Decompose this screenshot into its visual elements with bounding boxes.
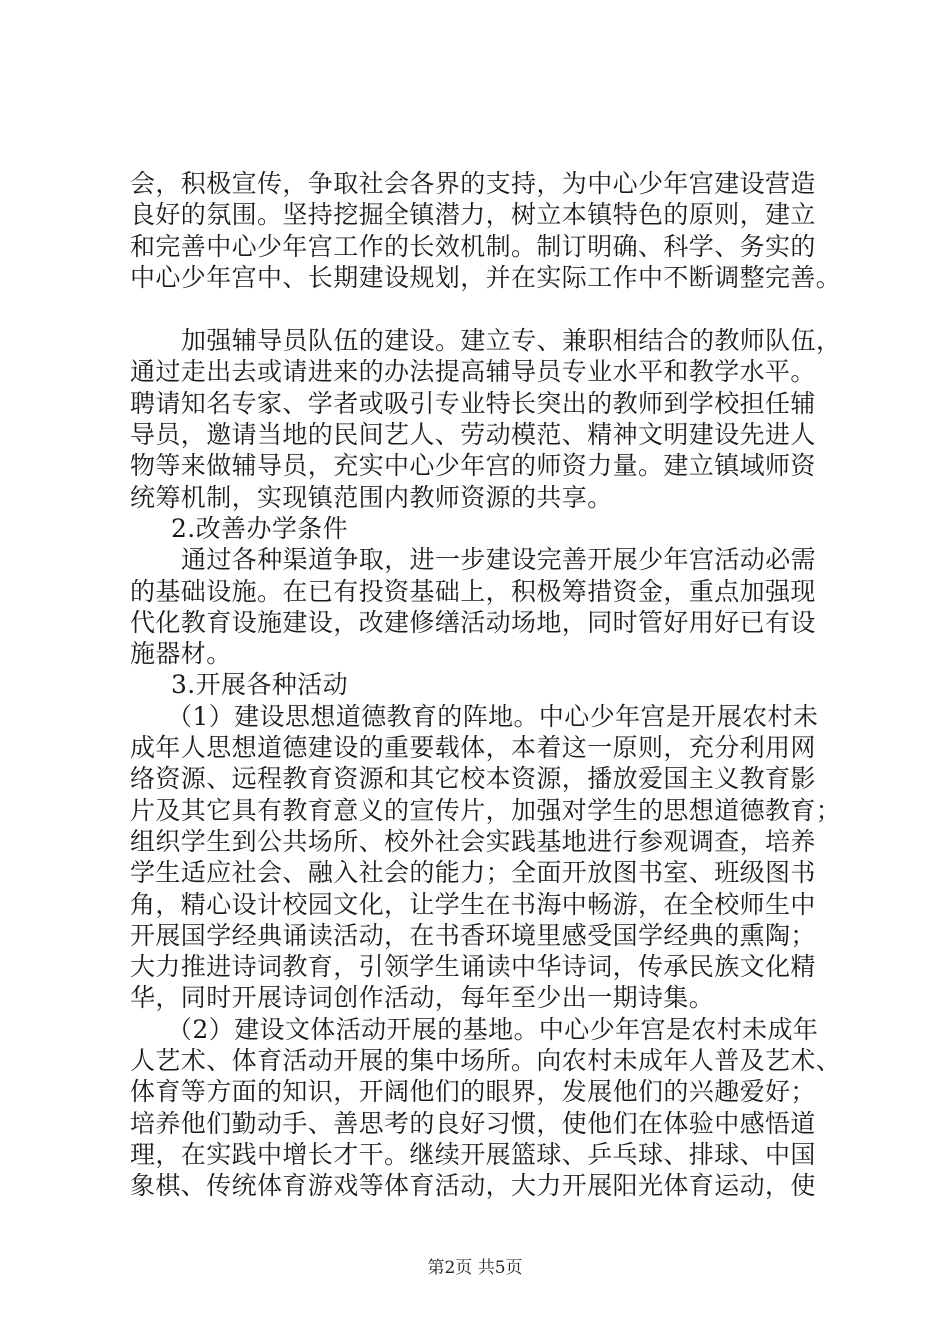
- page-number-footer: 第2页 共5页: [427, 1258, 523, 1278]
- document-body: [130, 168, 842, 1202]
- text-line: 成年人思想道德建设的重要载体，本着这一原则，充分利用网: [130, 733, 816, 763]
- text-line: 体育等方面的知识，开阔他们的眼界，发展他们的兴趣爱好；: [130, 1077, 816, 1107]
- text-line: 统筹机制，实现镇范围内教师资源的共享。: [130, 482, 613, 512]
- text-line: 通过各种渠道争取，进一步建设完善开展少年宫活动必需: [181, 545, 817, 575]
- paragraph-facilities: [130, 544, 830, 669]
- text-line: 学生适应社会、融入社会的能力；全面开放图书室、班级图书: [130, 858, 816, 888]
- text-line: 的基础设施。在已有投资基础上，积极筹措资金，重点加强现: [130, 576, 816, 606]
- text-line: （1）建设思想道德教育的阵地。中心少年宫是开展农村未: [167, 701, 819, 731]
- text-line: （2）建设文体活动开展的基地。中心少年宫是农村未成年: [167, 1014, 819, 1044]
- text-line: 华，同时开展诗词创作活动，每年至少出一期诗集。: [130, 983, 715, 1013]
- text-line: 会，积极宣传，争取社会各界的支持，为中心少年宫建设营造: [130, 169, 816, 198]
- text-line: 施器材。: [130, 639, 232, 669]
- text-line: 开展国学经典诵读活动，在书香环境里感受国学经典的熏陶；: [130, 920, 816, 950]
- section-heading-activities: 3.开展各种活动: [171, 670, 349, 700]
- text-line: 代化教育设施建设，改建修缮活动场地，同时管好用好已有设: [130, 607, 816, 637]
- text-line: 培养他们勤动手、善思考的良好习惯，使他们在体验中感悟道: [130, 1108, 816, 1138]
- paragraph-continuation: [130, 168, 842, 293]
- paragraph-counselor-team: [130, 325, 842, 513]
- text-line: 组织学生到公共场所、校外社会实践基地进行参观调查，培养: [130, 826, 816, 856]
- text-line: 和完善中心少年宫工作的长效机制。制订明确、科学、务实的: [130, 231, 816, 261]
- text-line: 导员，邀请当地的民间艺人、劳动模范、精神文明建设先进人: [130, 420, 816, 450]
- text-line: 大力推进诗词教育，引领学生诵读中华诗词，传承民族文化精: [130, 952, 816, 982]
- text-line: 象棋、传统体育游戏等体育活动，大力开展阳光体育运动，使: [130, 1171, 816, 1201]
- text-line: 良好的氛围。坚持挖掘全镇潜力，树立本镇特色的原则，建立: [130, 200, 816, 230]
- section-heading-improve-conditions: 2.改善办学条件: [171, 513, 349, 543]
- text-line: 片及其它具有教育意义的宣传片，加强对学生的思想道德教育；: [130, 795, 842, 825]
- paragraph-moral-education: [130, 701, 842, 1014]
- paragraph-gap: [130, 293, 830, 325]
- text-line: 通过走出去或请进来的办法提高辅导员专业水平和教学水平。: [130, 357, 816, 387]
- text-line: 角，精心设计校园文化，让学生在书海中畅游，在全校师生中: [130, 889, 816, 919]
- text-line: 络资源、远程教育资源和其它校本资源，播放爱国主义教育影: [130, 764, 816, 794]
- text-line: 人艺术、体育活动开展的集中场所。向农村未成年人普及艺术、: [130, 1046, 842, 1076]
- text-line: 理，在实践中增长才干。继续开展篮球、乒乓球、排球、中国: [130, 1139, 816, 1169]
- text-line: 中心少年宫中、长期建设规划，并在实际工作中不断调整完善。: [130, 262, 842, 292]
- text-line: 加强辅导员队伍的建设。建立专、兼职相结合的教师队伍，: [181, 326, 842, 356]
- text-line: 物等来做辅导员，充实中心少年宫的师资力量。建立镇域师资: [130, 451, 816, 481]
- text-line: 聘请知名专家、学者或吸引专业特长突出的教师到学校担任辅: [130, 388, 816, 418]
- paragraph-sports-arts: [130, 1014, 842, 1202]
